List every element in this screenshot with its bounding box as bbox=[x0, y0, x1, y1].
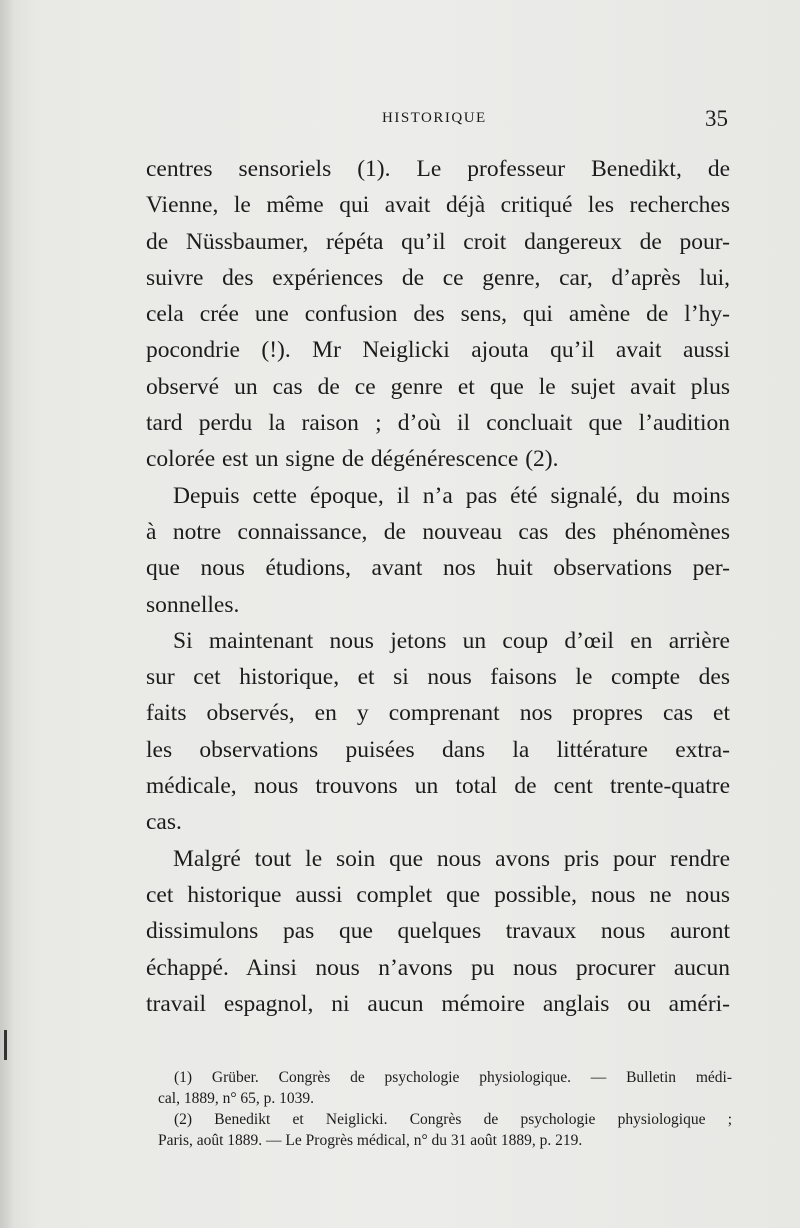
text-line: dissimulons pas que quelques travaux nous auront bbox=[146, 918, 730, 945]
text-line: que nous étudions, avant nos huit observations per- bbox=[146, 555, 730, 582]
text-line: tard perdu la raison ; d’où il concluait que l’audition bbox=[146, 410, 730, 437]
page-number: 35 bbox=[705, 106, 728, 131]
footnote-line: cal, 1889, n° 65, p. 1039. bbox=[158, 1090, 315, 1107]
text-line: suivre des expériences de ce genre, car, d’après lui, bbox=[146, 264, 730, 291]
body-text bbox=[146, 151, 730, 1022]
text-line: sonnelles. bbox=[146, 591, 240, 618]
text-line: faits observés, en y comprenant nos propres cas et bbox=[146, 700, 730, 727]
text-line: Vienne, le même qui avait déjà critiqué les recherches bbox=[146, 192, 730, 219]
text-line: Depuis cette époque, il n’a pas été signalé, du moins bbox=[173, 482, 730, 509]
text-line: les observations puisées dans la littérature extra- bbox=[146, 736, 730, 763]
text-line: observé un cas de ce genre et que le sujet avait plus bbox=[146, 373, 730, 400]
text-line: travail espagnol, ni aucun mémoire anglais ou améri- bbox=[146, 990, 730, 1017]
margin-mark bbox=[4, 1030, 7, 1060]
text-line: Si maintenant nous jetons un coup d’œil en arrière bbox=[173, 627, 730, 654]
text-line: cas. bbox=[146, 809, 182, 836]
text-line: de Nüssbaumer, répéta qu’il croit dangereux de pour- bbox=[146, 228, 730, 255]
text-line: à notre connaissance, de nouveau cas des phénomènes bbox=[146, 518, 730, 545]
page-edge-shadow bbox=[0, 0, 14, 1228]
text-line: sur cet historique, et si nous faisons le compte des bbox=[146, 664, 730, 691]
footnote-line: (1) Grüber. Congrès de psychologie physiologique. — Bulletin médi- bbox=[174, 1069, 732, 1086]
text-line: colorée est un signe de dégénérescence (2). bbox=[146, 446, 559, 473]
text-line: cet historique aussi complet que possible, nous ne nous bbox=[146, 881, 730, 908]
footnote-line: (2) Benedikt et Neiglicki. Congrès de psychologie physiologique ; bbox=[174, 1111, 732, 1128]
page-header bbox=[150, 106, 730, 136]
running-title: HISTORIQUE bbox=[382, 110, 487, 126]
text-line: cela crée une confusion des sens, qui amène de l’hy- bbox=[146, 301, 730, 328]
footnote-line: Paris, août 1889. — Le Progrès médical, n° du 31 août 1889, p. 219. bbox=[158, 1132, 583, 1149]
text-line: échappé. Ainsi nous n’avons pu nous procurer aucun bbox=[146, 954, 730, 981]
text-line: centres sensoriels (1). Le professeur Benedikt, de bbox=[146, 156, 730, 182]
text-line: Malgré tout le soin que nous avons pris pour rendre bbox=[173, 845, 730, 872]
footnotes bbox=[158, 1067, 732, 1151]
text-line: pocondrie (!). Mr Neiglicki ajouta qu’il avait aussi bbox=[146, 337, 730, 364]
text-line: médicale, nous trouvons un total de cent trente-quatre bbox=[146, 773, 730, 800]
